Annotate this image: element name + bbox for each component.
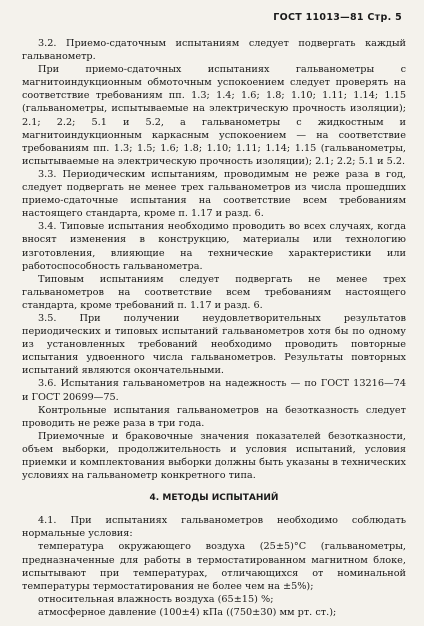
paragraph-3-6-control: Контрольные испытания гальванометров на безотказность следует проводить не реже раза в три года. (22, 404, 406, 429)
page-header: ГОСТ 11013—81 Стр. 5 (273, 12, 402, 23)
paragraph-3-2: 3.2. Приемо-сдаточным испытаниям следует подвергать каждый гальванометр. (22, 38, 406, 63)
paragraph-3-6-values: Приемочные и браковочные значения показателей безотказности, объем выборки, продолжительность и условия испытаний, условия приемки и комплектования выборки должны быть указаны в технических условиях на гальванометр конкретного типа. (22, 430, 406, 482)
condition-humidity: относительная влажность воздуха (65±15) %; (38, 593, 274, 605)
paragraph-3-3: 3.3. Периодическим испытаниям, проводимым не реже раза в год, следует подвергать не менее трех гальванометров из числа прошедших приемо-сдаточные испытания на соответствие всем требованиям настоящего стандарта, кроме п. 1.17 и разд. 6. (22, 168, 406, 220)
paragraph-3-4: 3.4. Типовые испытания необходимо проводить во всех случаях, когда вносят изменения в конструкцию, материалы или технологию изготовления, влияющие на технические характеристики или работоспособность гальванометра. (22, 221, 406, 272)
paragraph-3-2-details: При приемо-сдаточных испытаниях гальванометры с магнитоиндукционным обмоточным успокоением следует проверять на соответствие требованиям пп. 1.3; 1.4; 1.6; 1.8; 1.10; 1.11; 1.14; 1.15 (гальванометры, испытываемые на электрическую прочность изоляции); 2.1; 2.2; 5.1 и 5.2, а гальванометры с жидкостным и магнитоиндукционным каркасным успокоением — на соответствие требованиям пп. 1.3; 1.5; 1.6; 1.8; 1.10; 1.11; 1.14; 1.15 (гальванометры, испытываемые на электрическую прочность изоляции); 2.1; 2.2; 5.1 и 5.2. (22, 64, 406, 167)
document-body (22, 37, 406, 619)
condition-pressure: атмосферное давление (100±4) кПа ((750±30) мм рт. ст.); (38, 606, 337, 618)
paragraph-3-4-details: Типовым испытаниям следует подвергать не менее трех гальванометров на соответствие всем требованиям настоящего стандарта, кроме требований п. 1.17 и разд. 6. (22, 273, 406, 311)
section-title: 4. МЕТОДЫ ИСПЫТАНИЙ (149, 493, 279, 504)
paragraph-3-6: 3.6. Испытания гальванометров на надежность — по ГОСТ 13216—74 и ГОСТ 20699—75. (22, 378, 406, 403)
paragraph-3-5: 3.5. При получении неудовлетворительных результатов периодических и типовых испытаний гальванометров хотя бы по одному из установленных требований необходимо проводить повторные испытания удвоенного числа гальванометров. Результаты повторных испытаний являются окончательными. (22, 312, 406, 377)
condition-temperature: температура окружающего воздуха (25±5)°С (гальванометры, предназначенные для работы в термостатированном магнитном блоке, испытывают при температурах, отличающихся от номинальной температуры термостатирования не более чем на ±5%); (22, 541, 406, 592)
paragraph-4-1: 4.1. При испытаниях гальванометров необходимо соблюдать нормальные условия: (22, 515, 406, 540)
